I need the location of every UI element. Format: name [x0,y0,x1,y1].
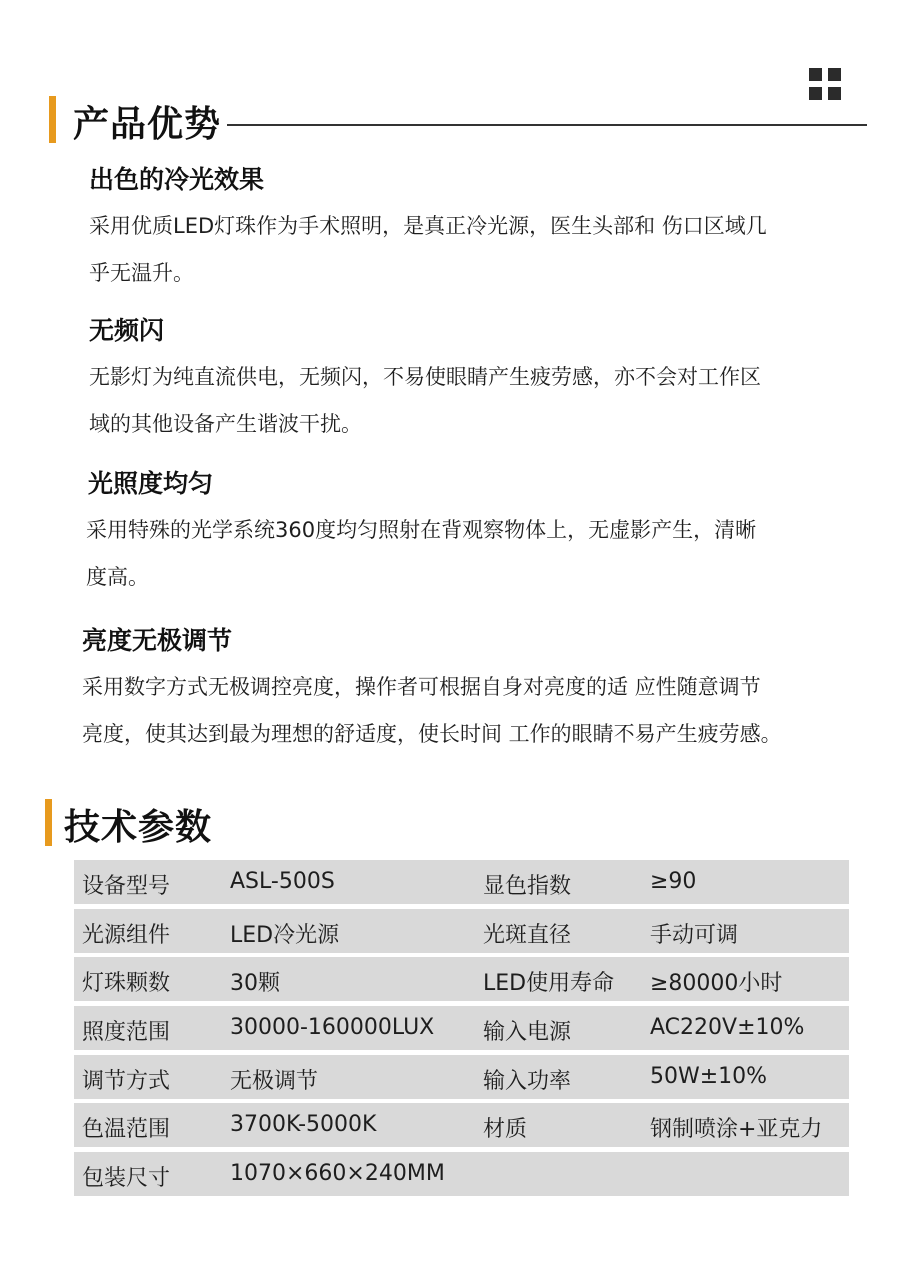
feature-text-line: 采用优质LED灯珠作为手术照明，是真正冷光源，医生头部和 伤口区域几 [89,214,767,238]
section-accent-bar [49,96,56,143]
feature-text [86,507,866,601]
spec-value: 30000-160000LUX [230,1015,435,1041]
spec-label: 材质 [483,1117,528,1143]
spec-row [74,909,849,953]
feature-title: 光照度均匀 [88,469,214,498]
spec-label: 输入电源 [483,1020,572,1046]
spec-table [74,860,849,1201]
spec-label: 调节方式 [82,1068,171,1094]
feature-text-line: 域的其他设备产生谐波干扰。 [89,412,362,436]
spec-value: AC220V±10% [650,1015,805,1041]
spec-row [74,1055,849,1099]
spec-label: 包装尺寸 [82,1166,171,1192]
section-title-specs: 技术参数 [64,807,213,848]
spec-value: 3700K-5000K [230,1112,377,1138]
spec-label: 光源组件 [82,922,171,948]
spec-value: 50W±10% [650,1063,768,1089]
spec-value: 30颗 [230,971,280,997]
grid-icon [809,68,841,100]
spec-label: 显色指数 [483,874,572,899]
spec-value: ≥80000小时 [650,971,783,997]
feature-text [82,664,882,758]
spec-row [74,957,849,1001]
spec-label: 输入功率 [483,1068,572,1094]
feature-text-line: 采用特殊的光学系统360度均匀照射在背观察物体上，无虚影产生，清晰 [86,518,757,542]
section-accent-bar [45,799,52,846]
spec-row [74,1006,849,1050]
section-divider [227,124,867,126]
feature-title: 无频闪 [89,316,165,345]
spec-label: LED使用寿命 [483,971,615,997]
spec-value: ASL-500S [230,869,335,894]
feature-text [89,354,869,448]
spec-value: 1070×660×240MM [230,1161,445,1187]
spec-value: LED冷光源 [230,922,340,948]
spec-label: 设备型号 [82,874,171,899]
spec-value: 无极调节 [230,1068,319,1094]
feature-text-line: 亮度，使其达到最为理想的舒适度，使长时间 工作的眼睛不易产生疲劳感。 [82,722,782,746]
spec-label: 照度范围 [82,1020,171,1046]
section-title-advantages: 产品优势 [73,104,222,145]
spec-row [74,860,849,904]
spec-row [74,1103,849,1147]
spec-value: ≥90 [650,869,697,894]
spec-value: 钢制喷涂+亚克力 [650,1117,823,1143]
feature-title: 亮度无极调节 [82,626,233,655]
feature-text-line: 采用数字方式无极调控亮度，操作者可根据自身对亮度的适 应性随意调节 [82,675,761,699]
spec-label: 光斑直径 [483,922,572,948]
feature-text-line: 乎无温升。 [89,261,194,285]
feature-text [89,203,869,297]
feature-text-line: 无影灯为纯直流供电，无频闪，不易使眼睛产生疲劳感，亦不会对工作区 [89,365,761,389]
spec-label: 灯珠颗数 [82,971,171,997]
spec-label: 色温范围 [82,1117,171,1143]
spec-value: 手动可调 [650,922,739,948]
feature-text-line: 度高。 [86,565,149,589]
feature-title: 出色的冷光效果 [89,165,265,194]
spec-row [74,1152,849,1196]
